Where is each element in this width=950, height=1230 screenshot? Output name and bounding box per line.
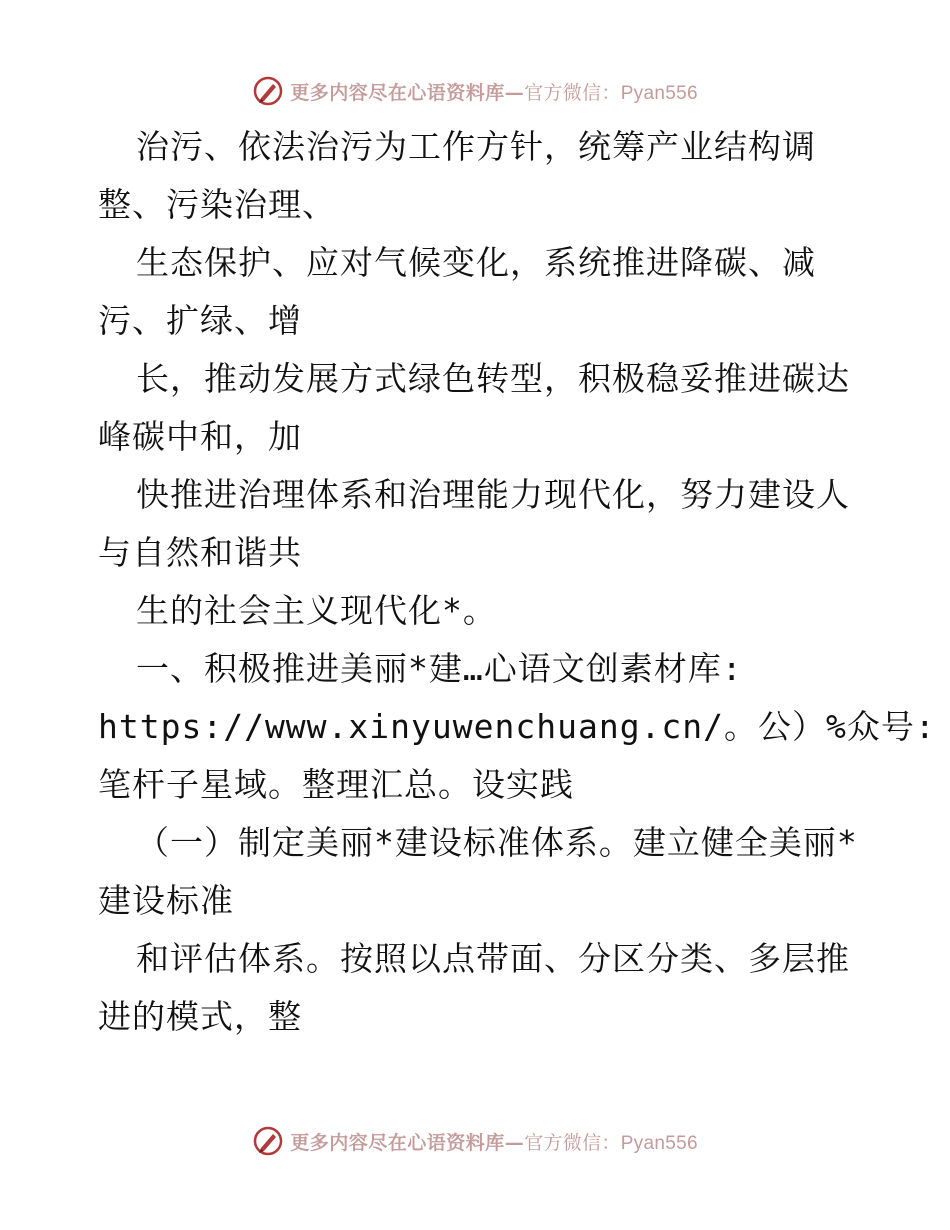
body-line: 长，推动发展方式绿色转型，积极稳妥推进碳达	[136, 359, 850, 398]
body-line: 生态保护、应对气候变化，系统推进降碳、减	[136, 243, 816, 282]
watermark-wechat-text: 官方微信：Pyan556	[524, 1132, 698, 1154]
source-url-line: https://www.xinyuwenchuang.cn/。公）%众号:	[98, 707, 936, 746]
body-line: 笔杆子星域。整理汇总。设实践	[98, 765, 574, 804]
body-line: 和评估体系。按照以点带面、分区分类、多层推	[136, 939, 850, 978]
footer-watermark	[0, 1121, 950, 1161]
body-line: 与自然和谐共	[98, 533, 302, 572]
document-body	[98, 118, 936, 1046]
watermark-promo-text: 更多内容尽在心语资料库—	[290, 81, 525, 104]
header-watermark	[0, 71, 950, 111]
body-line: 快推进治理体系和治理能力现代化，努力建设人	[136, 475, 850, 514]
body-line: 治污、依法治污为工作方针，统筹产业结构调	[136, 127, 816, 166]
body-line: 污、扩绿、增	[98, 301, 302, 340]
body-line: 峰碳中和，加	[98, 417, 302, 456]
watermark-wechat-text: 官方微信：Pyan556	[524, 82, 698, 104]
body-line: 整、污染治理、	[98, 185, 336, 224]
watermark-promo-text: 更多内容尽在心语资料库—	[290, 1131, 525, 1154]
pen-logo-icon	[252, 1125, 284, 1157]
body-line: 生的社会主义现代化*。	[136, 591, 497, 630]
pen-logo-icon	[252, 75, 284, 107]
body-line: 进的模式，整	[98, 997, 302, 1036]
section-heading: 一、积极推进美丽*建…心语文创素材库:	[136, 649, 743, 688]
body-line: 建设标准	[98, 881, 234, 920]
subsection-heading: （一）制定美丽*建设标准体系。建立健全美丽*	[136, 823, 858, 862]
